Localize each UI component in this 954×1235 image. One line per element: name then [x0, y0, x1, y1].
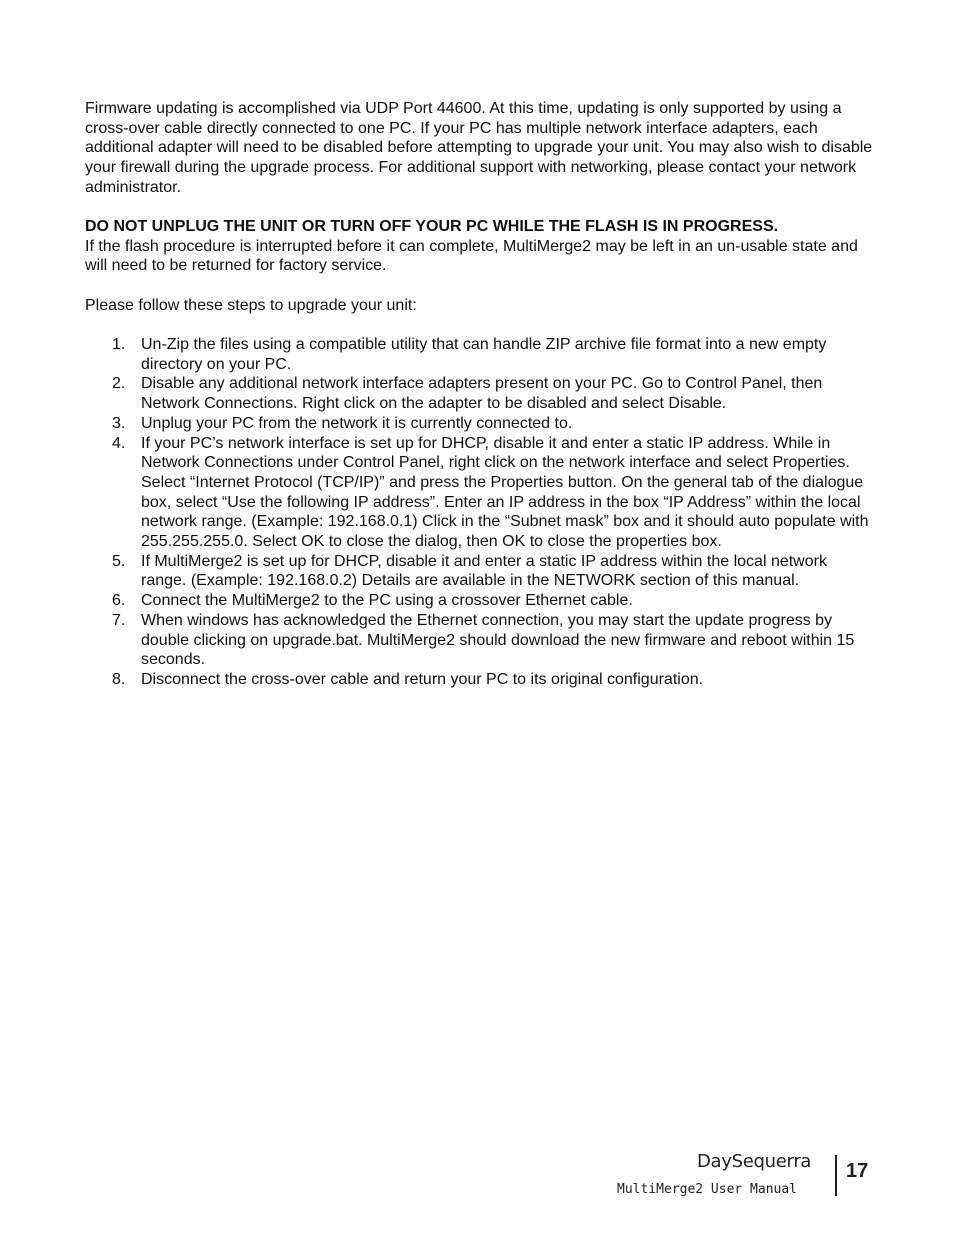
brand-logo-text: DaySequerra [697, 1151, 812, 1172]
list-item [85, 335, 875, 374]
step-text: Disconnect the cross-over cable and return your PC to its original configuration. [141, 670, 704, 688]
step-number: 1. [112, 336, 126, 353]
intro-paragraph: Firmware updating is accomplished via UDP Port 44600. At this time, updating is only supported by using a cross-over cable directly connected to one PC. If your PC has multiple network interface adapters, each additional adapter will need to be disabled before attempting to upgrade your unit. You may also wish to disable your firewall during the upgrade process. For additional support with networking, please contact your network administrator. [85, 100, 873, 196]
step-text: If your PC’s network interface is set up for DHCP, disable it and enter a static IP address. While in Network Connections under Control Panel, right click on the network interface and select Properties. Select “Internet Protocol (TCP/IP)” and press the Properties button. On the general tab of the dialogue box, select “Use the following IP address”. Enter an IP address in the box “IP Address” within the local network range. (Example: 192.168.0.1) Click in the “Subnet mask” box and it should auto populate with 255.255.255.0. Select OK to close the dialog, then OK to close the properties box. [141, 434, 869, 551]
step-text: Disable any additional network interface adapters present on your PC. Go to Control Panel, then Network Connections. Right click on the adapter to be disabled and select Disable. [141, 375, 823, 413]
step-text: If MultiMerge2 is set up for DHCP, disable it and enter a static IP address within the local network range. (Example: 192.168.0.2) Details are available in the NETWORK section of this manual. [141, 552, 827, 590]
list-item [85, 434, 875, 552]
list-item [85, 414, 875, 434]
step-number: 2. [112, 375, 126, 393]
step-number: 5. [112, 552, 126, 570]
step-number: 4. [112, 434, 126, 452]
step-text: Un-Zip the files using a compatible utility that can handle ZIP archive file format into a new empty directory on your PC. [141, 336, 827, 373]
warning-text: If the flash procedure is interrupted before it can complete, MultiMerge2 may be left in an un-usable state and will need to be returned for factory service. [85, 237, 858, 275]
step-number: 3. [112, 414, 126, 432]
list-item [85, 591, 875, 611]
step-text: Unplug your PC from the network it is currently connected to. [141, 414, 573, 432]
step-text: When windows has acknowledged the Ethernet connection, you may start the update progress by double clicking on upgrade.bat. MultiMerge2 should download the new firmware and reboot within 15 seconds. [141, 611, 855, 669]
warning-heading: DO NOT UNPLUG THE UNIT OR TURN OFF YOUR PC WHILE THE FLASH IS IN PROGRESS. [85, 218, 779, 235]
upgrade-steps-list [85, 335, 875, 690]
step-number: 8. [112, 670, 126, 688]
warning-block [85, 217, 875, 276]
list-item [85, 670, 875, 690]
list-item [85, 374, 875, 413]
step-number: 7. [112, 611, 126, 629]
steps-intro: Please follow these steps to upgrade your unit: [85, 297, 417, 314]
list-item [85, 611, 875, 670]
manual-title: MultiMerge2 User Manual [617, 1182, 798, 1197]
step-text: Connect the MultiMerge2 to the PC using a crossover Ethernet cable. [141, 592, 633, 610]
step-number: 6. [112, 592, 126, 610]
list-item [85, 552, 875, 591]
footer-divider [835, 1155, 837, 1196]
page-number: 17 [846, 1160, 869, 1182]
